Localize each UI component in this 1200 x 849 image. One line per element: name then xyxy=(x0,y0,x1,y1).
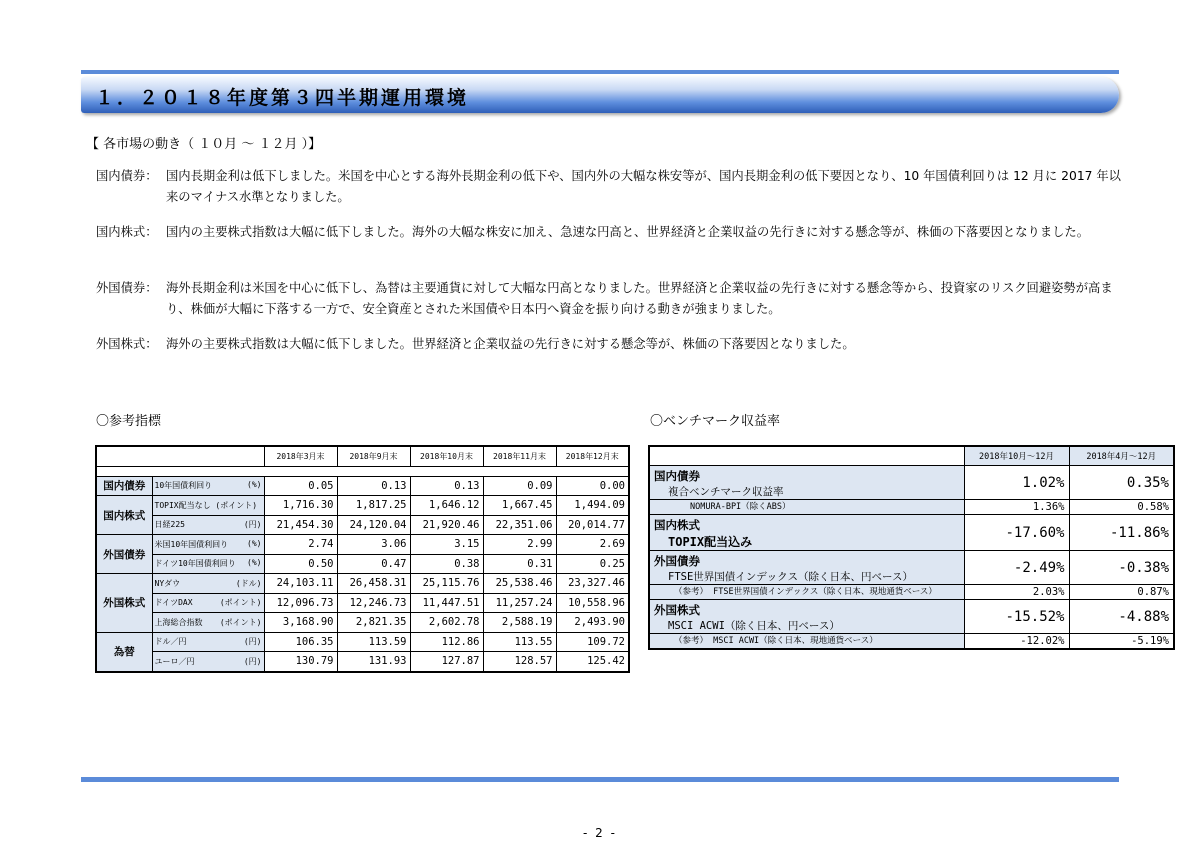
market-item-foreign-stocks xyxy=(96,334,1126,355)
return-value: 1.02% xyxy=(964,466,1069,500)
indicator-name: 米国10年国債利回り xyxy=(154,539,229,549)
table-row xyxy=(96,632,629,652)
indicator-cell xyxy=(152,515,264,535)
indicator-name: ユーロ／円 xyxy=(154,656,195,666)
page-number: - 2 - xyxy=(583,826,617,840)
sub-benchmark-name: （参考） FTSE世界国債インデックス（除く日本、現地通貨ベース） xyxy=(649,585,964,600)
header-blank xyxy=(96,446,264,466)
indicator-cell xyxy=(152,476,264,496)
indicator-name: ドイツDAX xyxy=(154,598,193,608)
value-cell: 26,458.31 xyxy=(337,574,410,594)
reference-indicators-heading: 〇参考指標 xyxy=(96,414,162,429)
table-row xyxy=(96,515,629,535)
return-value: -17.60% xyxy=(964,515,1069,551)
indicator-unit: (%) xyxy=(247,538,262,548)
category-label: 為替 xyxy=(96,632,152,672)
value-cell: 23,327.46 xyxy=(556,574,629,594)
indicator-cell xyxy=(152,496,264,516)
table-row xyxy=(96,496,629,516)
table-subrow xyxy=(649,500,1174,515)
value-cell: 25,115.76 xyxy=(410,574,483,594)
indicator-cell xyxy=(152,652,264,672)
indicator-unit: (ポイント) xyxy=(219,617,262,627)
indicator-cell xyxy=(152,574,264,594)
table-row xyxy=(96,554,629,574)
indicator-unit: (円) xyxy=(243,637,262,647)
return-value: -15.52% xyxy=(964,600,1069,634)
category-label: 国内債券 xyxy=(654,469,700,483)
indicator-unit: (円) xyxy=(243,520,262,530)
value-cell: 1,494.09 xyxy=(556,496,629,516)
value-cell: 11,257.24 xyxy=(483,593,556,613)
indicator-unit: (%) xyxy=(247,558,262,568)
indicator-cell xyxy=(152,554,264,574)
indicator-cell xyxy=(152,593,264,613)
value-cell: 2,588.19 xyxy=(483,613,556,633)
table-row xyxy=(96,613,629,633)
table-subrow xyxy=(649,585,1174,600)
indicator-name: ドイツ10年国債利回り xyxy=(154,559,236,569)
benchmark-name: MSCI ACWI（除く日本、円ベース） xyxy=(668,620,840,632)
sub-return-value: -5.19% xyxy=(1069,634,1174,650)
table-row xyxy=(649,466,1174,500)
sub-benchmark-name: NOMURA-BPI（除くABS） xyxy=(649,500,964,515)
value-cell: 2.74 xyxy=(264,535,337,555)
value-cell: 2,602.78 xyxy=(410,613,483,633)
benchmark-label-cell xyxy=(649,551,964,585)
value-cell: 109.72 xyxy=(556,632,629,652)
value-cell: 0.13 xyxy=(410,476,483,496)
table-row xyxy=(96,476,629,496)
benchmark-returns-table xyxy=(648,445,1175,650)
value-cell: 125.42 xyxy=(556,652,629,672)
value-cell: 24,120.04 xyxy=(337,515,410,535)
indicator-name: 10年国債利回り xyxy=(154,481,213,491)
benchmark-name: TOPIX配当込み xyxy=(668,535,753,549)
section-heading: 【 各市場の動き（ １０月 ～ １２月 ）】 xyxy=(86,137,322,152)
value-cell: 0.31 xyxy=(483,554,556,574)
table-row xyxy=(649,600,1174,634)
value-cell: 106.35 xyxy=(264,632,337,652)
table-row xyxy=(96,652,629,672)
indicator-name: ドル／円 xyxy=(154,637,187,647)
market-item-domestic-stocks xyxy=(96,222,1126,243)
sub-return-value: 0.58% xyxy=(1069,500,1174,515)
benchmark-returns-heading: 〇ベンチマーク収益率 xyxy=(650,414,781,429)
sub-benchmark-name: （参考） MSCI ACWI（除く日本、現地通貨ベース） xyxy=(649,634,964,650)
value-cell: 21,454.30 xyxy=(264,515,337,535)
category-label: 外国債券 xyxy=(96,535,152,574)
market-item-domestic-bonds xyxy=(96,166,1126,208)
title-banner xyxy=(81,77,1119,113)
value-cell: 24,103.11 xyxy=(264,574,337,594)
value-cell: 127.87 xyxy=(410,652,483,672)
market-label: 国内債券： xyxy=(96,169,158,183)
return-value: -2.49% xyxy=(964,551,1069,585)
value-cell: 113.59 xyxy=(337,632,410,652)
value-cell: 0.00 xyxy=(556,476,629,496)
indicator-unit: (ドル) xyxy=(235,578,262,588)
category-label: 国内株式 xyxy=(654,518,700,532)
indicator-unit: (ポイント) xyxy=(219,598,262,608)
indicator-unit: (%) xyxy=(247,480,262,490)
benchmark-label-cell xyxy=(649,515,964,551)
value-cell: 25,538.46 xyxy=(483,574,556,594)
value-cell: 1,817.25 xyxy=(337,496,410,516)
market-label: 外国株式： xyxy=(96,337,158,351)
column-header: 2018年10月～12月 xyxy=(964,446,1069,466)
return-value: -0.38% xyxy=(1069,551,1174,585)
market-text: 海外長期金利は米国を中心に低下し、為替は主要通貨に対して大幅な円高となりました。世界経済と企業収益の先行きに対する懸念等から、投資家のリスク回避姿勢が高まり、株価が大幅に下落する一方で、安全資産とされた米国債や日本円へ資金を振り向ける動きが強まりました。 xyxy=(166,281,1113,316)
value-cell: 131.93 xyxy=(337,652,410,672)
value-cell: 3.15 xyxy=(410,535,483,555)
indicator-cell xyxy=(152,632,264,652)
indicator-unit: (円) xyxy=(243,656,262,666)
value-cell: 0.47 xyxy=(337,554,410,574)
value-cell: 2,493.90 xyxy=(556,613,629,633)
value-cell: 113.55 xyxy=(483,632,556,652)
table-subrow xyxy=(649,634,1174,650)
value-cell: 0.09 xyxy=(483,476,556,496)
value-cell: 1,646.12 xyxy=(410,496,483,516)
value-cell: 0.25 xyxy=(556,554,629,574)
value-cell: 1,716.30 xyxy=(264,496,337,516)
value-cell: 130.79 xyxy=(264,652,337,672)
sub-return-value: 2.03% xyxy=(964,585,1069,600)
column-header: 2018年9月末 xyxy=(337,446,410,466)
column-header: 2018年11月末 xyxy=(483,446,556,466)
market-text: 国内の主要株式指数は大幅に低下しました。海外の大幅な株安に加え、急速な円高と、世界経済と企業収益の先行きに対する懸念等が、株価の下落要因となりました。 xyxy=(166,225,1090,239)
column-header: 2018年10月末 xyxy=(410,446,483,466)
market-label: 国内株式： xyxy=(96,225,158,239)
value-cell: 2.69 xyxy=(556,535,629,555)
market-item-foreign-bonds xyxy=(96,278,1126,320)
value-cell: 2,821.35 xyxy=(337,613,410,633)
table-row xyxy=(649,551,1174,585)
value-cell: 3,168.90 xyxy=(264,613,337,633)
column-header: 2018年12月末 xyxy=(556,446,629,466)
value-cell: 21,920.46 xyxy=(410,515,483,535)
category-label: 外国株式 xyxy=(654,603,700,617)
indicator-name: 上海総合指数 xyxy=(154,617,203,627)
value-cell: 0.38 xyxy=(410,554,483,574)
category-label: 外国債券 xyxy=(654,554,700,568)
value-cell: 0.13 xyxy=(337,476,410,496)
value-cell: 12,096.73 xyxy=(264,593,337,613)
value-cell: 0.05 xyxy=(264,476,337,496)
market-label: 外国債券： xyxy=(96,281,158,295)
return-value: -4.88% xyxy=(1069,600,1174,634)
benchmark-name: FTSE世界国債インデックス（除く日本、円ベース） xyxy=(668,571,913,583)
top-rule xyxy=(81,70,1119,74)
header-blank xyxy=(649,446,964,466)
value-cell: 22,351.06 xyxy=(483,515,556,535)
table-row xyxy=(649,515,1174,551)
table-row xyxy=(96,593,629,613)
value-cell: 12,246.73 xyxy=(337,593,410,613)
column-header: 2018年3月末 xyxy=(264,446,337,466)
return-value: -11.86% xyxy=(1069,515,1174,551)
table-row xyxy=(96,574,629,594)
indicator-name: NYダウ xyxy=(154,578,181,588)
sub-return-value: 0.87% xyxy=(1069,585,1174,600)
value-cell: 3.06 xyxy=(337,535,410,555)
table-spacer xyxy=(96,466,629,476)
table-row xyxy=(96,535,629,555)
reference-indicators-table xyxy=(95,445,630,673)
table-header-row xyxy=(96,446,629,466)
value-cell: 10,558.96 xyxy=(556,593,629,613)
return-value: 0.35% xyxy=(1069,466,1174,500)
market-text: 海外の主要株式指数は大幅に低下しました。世界経済と企業収益の先行きに対する懸念等が、株価の下落要因となりました。 xyxy=(166,337,855,351)
indicator-cell xyxy=(152,535,264,555)
value-cell: 2.99 xyxy=(483,535,556,555)
value-cell: 20,014.77 xyxy=(556,515,629,535)
sub-return-value: -12.02% xyxy=(964,634,1069,650)
market-text: 国内長期金利は低下しました。米国を中心とする海外長期金利の低下や、国内外の大幅な株安等が、国内長期金利の低下要因となり、10 年国債利回りは 12 月に 2017 年以来のマイナス水準となりました。 xyxy=(166,169,1121,204)
value-cell: 11,447.51 xyxy=(410,593,483,613)
value-cell: 112.86 xyxy=(410,632,483,652)
indicator-name: TOPIX配当なし (ポイント) xyxy=(154,500,258,510)
sub-return-value: 1.36% xyxy=(964,500,1069,515)
benchmark-label-cell xyxy=(649,466,964,500)
value-cell: 128.57 xyxy=(483,652,556,672)
page-title: １．２０１８年度第３四半期運用環境 xyxy=(95,87,470,109)
benchmark-label-cell xyxy=(649,600,964,634)
value-cell: 0.50 xyxy=(264,554,337,574)
bottom-rule xyxy=(81,777,1119,782)
category-label: 国内債券 xyxy=(96,476,152,496)
table-header-row xyxy=(649,446,1174,466)
indicator-name: 日経225 xyxy=(154,520,185,530)
benchmark-name: 複合ベンチマーク収益率 xyxy=(668,486,784,498)
category-label: 国内株式 xyxy=(96,496,152,535)
value-cell: 1,667.45 xyxy=(483,496,556,516)
column-header: 2018年4月～12月 xyxy=(1069,446,1174,466)
indicator-cell xyxy=(152,613,264,633)
category-label: 外国株式 xyxy=(96,574,152,633)
